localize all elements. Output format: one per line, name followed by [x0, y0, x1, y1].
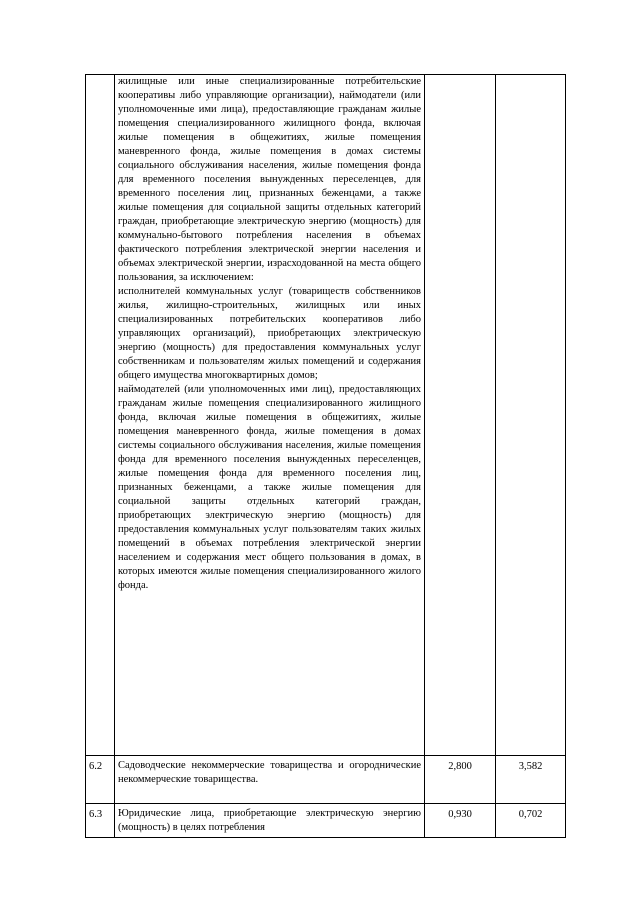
consumer-description-cell [115, 756, 425, 804]
tariff-table [85, 74, 566, 838]
value-cell-2: 3,582 [496, 756, 566, 804]
value-cell-1: 2,800 [425, 756, 496, 804]
table-row-continued [86, 75, 566, 756]
description-paragraph-1: жилищные или иные специализированные потребительские кооперативы либо управляющие организации), наймодатели (или уполномоченные ими лица), предоставляющие гражданам жилые помещения специализированного жилищного фонда, включая жилые помещения в общежитиях, жилые помещения маневренного фонда, жилые помещения в домах системы социального обслуживания населения, жилые помещения фонда для временного поселения вынужденных переселенцев, для временного поселения лиц, признанных беженцами, а также жилые помещения для социальной защиты отдельных категорий граждан, приобретающие электрическую энергию (мощность) для коммунально-бытового потребления населения в объемах фактического потребления электрической энергии населения и объемах электрической энергии, израсходованной на места общего пользования, за исключением: [118, 76, 421, 283]
value-cell-2 [496, 75, 566, 756]
consumer-description-cell [115, 804, 425, 838]
value-cell-1 [425, 75, 496, 756]
description-paragraph-2: исполнителей коммунальных услуг (товариществ собственников жилья, жилищно-строительных, жилищных или иных специализированных потребительских кооперативов либо управляющих организаций), приобретающих электрическую энергию (мощность) для предоставления коммунальных услуг собственникам и пользователям жилых помещений и содержания общего имущества многоквартирных домов; [118, 286, 421, 381]
description-paragraph-3: наймодателей (или уполномоченных ими лиц), предоставляющих гражданам жилые помещения специализированного жилищного фонда, включая жилые помещения в общежитиях, жилые помещения маневренного фонда, жилые помещения в домах системы социального обслуживания населения, жилые помещения фонда для временного поселения вынужденных переселенцев, жилые помещения фонда для временного поселения лиц, признанных беженцами, а также жилые помещения для социальной защиты отдельных категорий граждан, приобретающих электрическую энергию (мощность) для предоставления коммунальных услуг пользователям таких жилых помещений в объемах потребления электрической энергии населением и содержания мест общего пользования в домах, в которых имеются жилые помещения специализированного жилого фонда. [118, 384, 421, 591]
description-paragraph: Юридические лица, приобретающие электрическую энергию (мощность) в целях потребления [118, 808, 421, 833]
row-number-cell: 6.2 [86, 756, 115, 804]
description-paragraph: Садоводческие некоммерческие товарищества и огороднические некоммерческие товарищества. [118, 760, 421, 785]
value-cell-1: 0,930 [425, 804, 496, 838]
value-cell-2: 0,702 [496, 804, 566, 838]
consumer-description-cell [115, 75, 425, 756]
row-number-cell [86, 75, 115, 756]
row-number-cell: 6.3 [86, 804, 115, 838]
table-row-6-3 [86, 804, 566, 838]
table-row-6-2 [86, 756, 566, 804]
